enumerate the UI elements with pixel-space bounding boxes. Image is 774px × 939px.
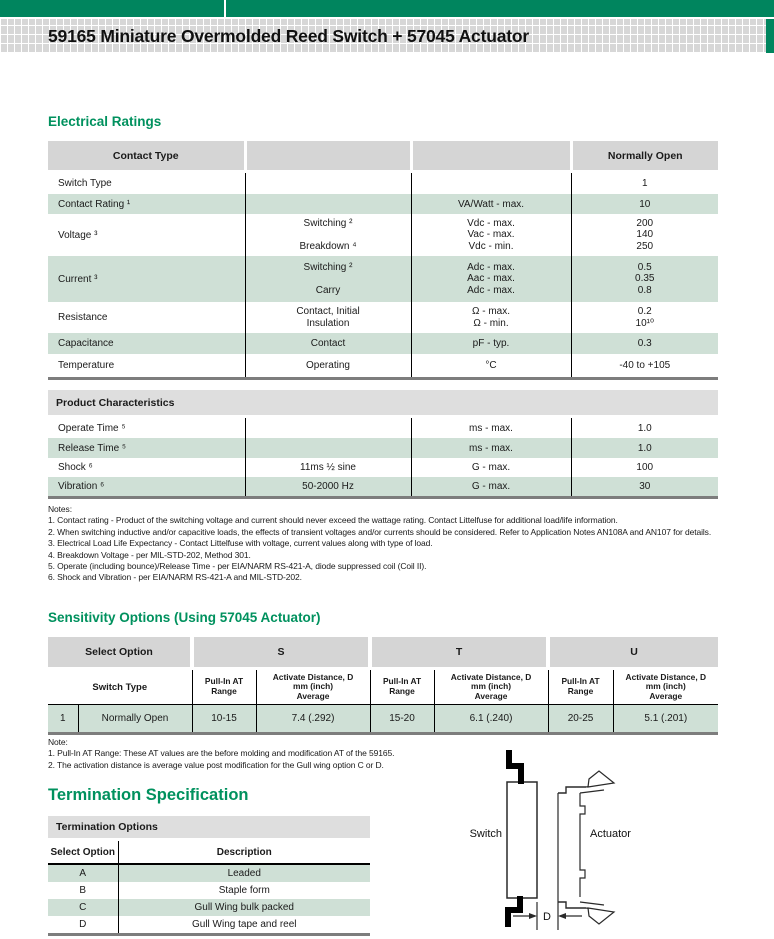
cell-unit: ms - max. [411, 438, 571, 458]
note-line: 6. Shock and Vibration - per EIA/NARM RS-421-A and MIL-STD-202. [48, 572, 302, 583]
page-title: 59165 Miniature Overmolded Reed Switch + 57045 Actuator [48, 26, 529, 46]
cell-line: Adc - max. [467, 261, 515, 273]
note-line: 5. Operate (including bounce)/Release Time - per EIA/NARM RS-421-A, diode suppressed coil (Coil II). [48, 561, 427, 572]
column-header-normally-open: Normally Open [571, 141, 718, 172]
cell-line: Range [567, 686, 594, 696]
cell-condition [245, 302, 411, 333]
cell-description: Staple form [118, 882, 370, 899]
termination-options-table [48, 816, 370, 936]
cell-line [246, 229, 411, 241]
cell-line: Ω - max. [471, 305, 511, 317]
cell-option: B [79, 885, 87, 896]
cell-condition: Contact [245, 333, 411, 354]
actuator-label: Actuator [590, 828, 631, 840]
cell-description: Gull Wing tape and reel [118, 916, 370, 935]
cell-condition: 50-2000 Hz [245, 477, 411, 498]
switch-label: Switch [469, 828, 502, 840]
note-line: 4. Breakdown Voltage - per MIL-STD-202, Method 301. [48, 549, 251, 560]
column-header-pull-in [548, 669, 613, 705]
dimension-label: D [543, 911, 551, 923]
table-row [48, 214, 718, 256]
cell-option-number: 1 [48, 705, 78, 734]
cell-line: Activate Distance, D [272, 671, 354, 682]
cell-line: Activate Distance, D [450, 671, 532, 682]
cell-unit [411, 172, 571, 195]
table-row [48, 458, 718, 477]
cell-unit [411, 256, 571, 302]
actuator-top-hook [588, 771, 614, 787]
cell-line: Range [389, 686, 415, 696]
cell-line: mm (inch) [645, 681, 686, 692]
column-header-blank [245, 141, 411, 172]
cell-switch-type: Normally Open [78, 705, 192, 734]
note-line: 2. When switching inductive and/or capacitive loads, the effects of transient voltages and/or currents should be considered. Refer to Application Notes AN108A and AN107 for details. [48, 526, 712, 537]
cell-line: Range [211, 686, 237, 696]
cell-param: Resistance [58, 312, 108, 323]
table-row [48, 256, 718, 302]
cell-line: 0.35 [635, 273, 655, 285]
actuator-bottom-outline [558, 902, 586, 908]
cell-param: Voltage ³ [58, 229, 98, 241]
cell-line: 0.2 [637, 305, 652, 317]
cell-value: 1.0 [571, 438, 718, 458]
cell-value [571, 302, 718, 333]
cell-option: A [79, 868, 87, 879]
cell-param: Temperature [58, 360, 115, 371]
switch-body-outline [507, 782, 537, 898]
cell-value: 100 [571, 458, 718, 477]
group-header-t: T [370, 637, 548, 669]
table-row [48, 899, 370, 916]
group-header-row [48, 637, 718, 669]
cell-condition [245, 172, 411, 195]
cell-option: C [79, 902, 87, 913]
sub-header-row [48, 669, 718, 705]
cell-line: 140 [636, 229, 654, 241]
cell-option: D [79, 919, 87, 930]
cell-line: 0.5 [637, 261, 652, 273]
cell-param: Contact Rating ¹ [58, 198, 131, 210]
cell-t-activate: 6.1 (.240) [434, 705, 548, 734]
table-row [48, 864, 370, 882]
cell-line: Switching ² [303, 217, 353, 229]
cell-line: Average [649, 690, 683, 701]
actuator-top-outline [558, 787, 586, 793]
top-bar-divider [224, 0, 226, 17]
notes-title: Notes: [48, 504, 72, 514]
electrical-ratings-table [48, 141, 718, 380]
group-header-u: U [548, 637, 718, 669]
cell-unit: °C [411, 354, 571, 379]
top-green-bar [0, 0, 774, 17]
cell-u-activate: 5.1 (.201) [613, 705, 718, 734]
electrical-ratings-heading: Electrical Ratings [48, 114, 162, 129]
cell-param: Shock ⁶ [58, 462, 93, 473]
cell-line: Activate Distance, D [625, 671, 707, 682]
cell-value: -40 to +105 [571, 354, 718, 379]
table-band-row [48, 390, 718, 417]
column-header-description: Description [118, 840, 370, 865]
switch-actuator-diagram [452, 740, 682, 939]
column-header-activate-distance [613, 669, 718, 705]
notes-block [48, 504, 770, 584]
cell-condition [245, 256, 411, 302]
column-header-activate-distance [256, 669, 370, 705]
cell-unit [411, 302, 571, 333]
cell-unit: VA/Watt - max. [411, 194, 571, 214]
cell-line: Adc - max. [467, 284, 515, 296]
cell-param: Switch Type [58, 178, 112, 189]
note-line: 3. Electrical Load Life Expectancy - Contact Littelfuse with voltage, current values along with type of load. [48, 538, 433, 549]
cell-condition [245, 214, 411, 256]
cell-param: Capacitance [58, 338, 114, 349]
table-row [48, 916, 370, 935]
cell-param: Vibration ⁶ [58, 481, 105, 492]
cell-line: Vdc - min. [468, 240, 514, 252]
title-band-green-edge [766, 19, 774, 53]
cell-line: mm (inch) [471, 681, 512, 692]
cell-unit [411, 214, 571, 256]
product-characteristics-table [48, 390, 718, 499]
column-header-pull-in [370, 669, 434, 705]
cell-line: Pull-In AT [204, 676, 244, 687]
cell-unit: G - max. [411, 477, 571, 498]
cell-unit: pF - typ. [411, 333, 571, 354]
note-line: 2. The activation distance is average value post modification for the Gull wing option C or D. [48, 759, 384, 770]
cell-s-activate: 7.4 (.292) [256, 705, 370, 734]
column-header-select-option: Select Option [48, 840, 118, 865]
cell-value: 0.3 [571, 333, 718, 354]
switch-lead-top [509, 750, 521, 784]
band-title: Product Characteristics [48, 390, 718, 417]
sensitivity-options-heading: Sensitivity Options (Using 57045 Actuator) [48, 610, 321, 625]
cell-condition: Operating [245, 354, 411, 379]
table-row [48, 705, 718, 734]
column-header-pull-in [192, 669, 256, 705]
cell-value [571, 214, 718, 256]
column-header-switch-type: Switch Type [48, 669, 192, 705]
switch-lead-bottom [508, 896, 520, 927]
table-row [48, 882, 370, 899]
cell-value: 1.0 [571, 417, 718, 439]
cell-line [246, 273, 411, 285]
table-band-row [48, 816, 370, 840]
cell-line: Pull-In AT [561, 676, 600, 687]
cell-condition [245, 438, 411, 458]
cell-value [571, 256, 718, 302]
cell-condition: 11ms ½ sine [245, 458, 411, 477]
cell-line: 0.8 [637, 284, 652, 296]
table-row [48, 194, 718, 214]
cell-line: Vac - max. [467, 229, 515, 241]
note-line: 1. Pull-In AT Range: These AT values are the before molding and modification AT of the 59165. [48, 748, 395, 759]
arrowhead-left-icon [558, 913, 566, 919]
termination-specification-heading: Termination Specification [48, 786, 249, 804]
cell-line: 200 [636, 217, 654, 229]
cell-line: mm (inch) [293, 681, 334, 692]
column-header-activate-distance [434, 669, 548, 705]
cell-line: Insulation [306, 317, 350, 329]
cell-line: Carry [315, 284, 341, 296]
cell-t-pull-in: 15-20 [370, 705, 434, 734]
cell-param: Current ³ [58, 273, 98, 285]
cell-unit: ms - max. [411, 417, 571, 439]
table-row [48, 172, 718, 195]
table-row [48, 333, 718, 354]
cell-line: 250 [636, 240, 654, 252]
band-title: Termination Options [48, 816, 370, 840]
cell-value: 10 [571, 194, 718, 214]
table-row [48, 417, 718, 439]
cell-condition [245, 194, 411, 214]
cell-s-pull-in: 10-15 [192, 705, 256, 734]
column-header-contact-type: Contact Type [48, 141, 245, 172]
actuator-inner-wall [580, 793, 585, 897]
table-header-row [48, 141, 718, 172]
table-row [48, 477, 718, 498]
table-row [48, 354, 718, 379]
title-band [0, 19, 766, 53]
cell-line: 10¹⁰ [635, 317, 654, 329]
group-header-s: S [192, 637, 370, 669]
notes-title: Note: [48, 737, 68, 747]
cell-description: Gull Wing bulk packed [118, 899, 370, 916]
cell-param: Release Time ⁵ [58, 442, 127, 454]
table-row [48, 438, 718, 458]
cell-param: Operate Time ⁵ [58, 422, 126, 434]
cell-value: 1 [571, 172, 718, 195]
cell-line: Contact, Initial [296, 305, 360, 317]
cell-line: Average [474, 690, 508, 701]
cell-unit: G - max. [411, 458, 571, 477]
table-row [48, 302, 718, 333]
sensitivity-options-table [48, 637, 718, 735]
table-header-row [48, 840, 370, 865]
group-header-select-option: Select Option [48, 637, 192, 669]
cell-line: Breakdown ⁴ [299, 240, 357, 252]
cell-line: Aac - max. [467, 273, 515, 285]
cell-line: Average [296, 690, 330, 701]
actuator-bottom-hook [588, 908, 614, 924]
arrowhead-right-icon [529, 913, 537, 919]
cell-line: Pull-In AT [382, 676, 422, 687]
cell-line: Vdc - max. [467, 217, 515, 229]
cell-description: Leaded [118, 864, 370, 882]
cell-u-pull-in: 20-25 [548, 705, 613, 734]
cell-condition [245, 417, 411, 439]
cell-line: Ω - min. [473, 317, 509, 329]
note-line: 1. Contact rating - Product of the switching voltage and current should never exceed the wattage rating. Contact Littelfuse for additional load/life information. [48, 515, 618, 526]
cell-value: 30 [571, 477, 718, 498]
cell-line: Switching ² [303, 261, 353, 273]
column-header-blank [411, 141, 571, 172]
